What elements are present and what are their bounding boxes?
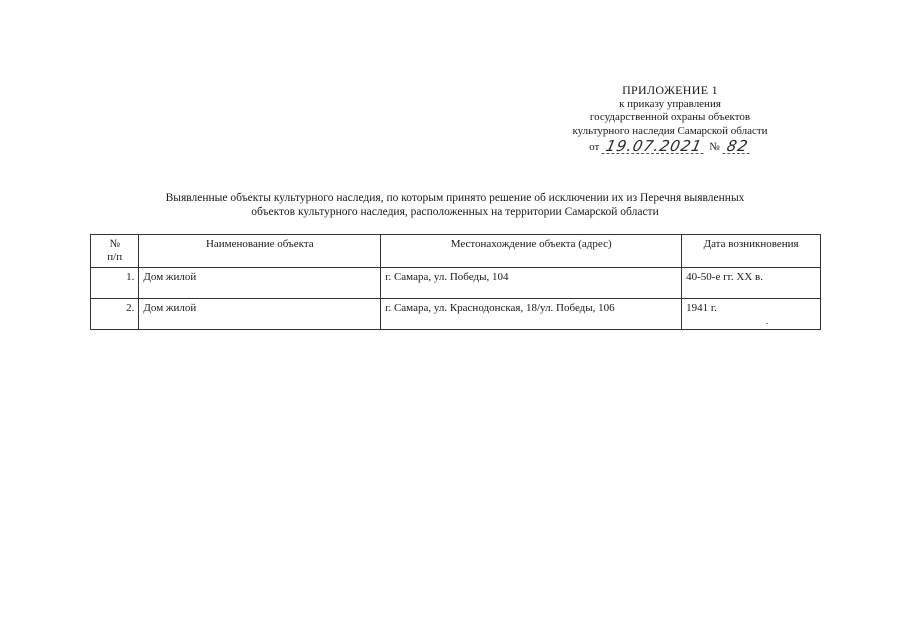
header-date: Дата возникновения [682, 235, 821, 268]
heading-line-1: Выявленные объекты культурного наследия, по которым принято решение об исключении их из Перечня выявленных [165, 192, 745, 204]
heading-line-2: объектов культурного наследия, расположенных на территории Самарской области [251, 205, 659, 218]
table-header-row [91, 235, 821, 268]
appendix-line-order: к приказу управления [619, 97, 721, 110]
scan-speck [766, 323, 768, 324]
table-row [91, 299, 821, 330]
row-name: Дом жилой [139, 299, 381, 330]
row-num: 1. [91, 268, 139, 299]
handwritten-date: 19.07.2021 [602, 139, 707, 154]
handwritten-number: 82 [722, 139, 752, 154]
row-date: 1941 г. [682, 299, 821, 330]
document-heading [90, 192, 820, 219]
row-num: 2. [91, 299, 139, 330]
row-address: г. Самара, ул. Краснодонская, 18/ул. Победы, 106 [381, 299, 682, 330]
date-prefix: от [589, 140, 600, 153]
appendix-title: ПРИЛОЖЕНИЕ 1 [622, 83, 718, 97]
number-sign: № [709, 140, 720, 153]
objects-table [90, 234, 821, 330]
table-row [91, 268, 821, 299]
row-name: Дом жилой [139, 268, 381, 299]
appendix-header [520, 84, 820, 154]
appendix-date-line [520, 138, 820, 154]
appendix-line-authority: государственной охраны объектов [589, 111, 751, 123]
header-num-line-2: п/п [107, 251, 123, 263]
appendix-line-region: культурного наследия Самарской области [572, 124, 768, 137]
header-address: Местонахождение объекта (адрес) [381, 235, 682, 268]
header-num-line-1: № [109, 238, 120, 250]
row-date: 40-50-е гг. XX в. [682, 268, 821, 299]
row-address: г. Самара, ул. Победы, 104 [381, 268, 682, 299]
header-name: Наименование объекта [139, 235, 381, 268]
header-num [91, 235, 139, 268]
